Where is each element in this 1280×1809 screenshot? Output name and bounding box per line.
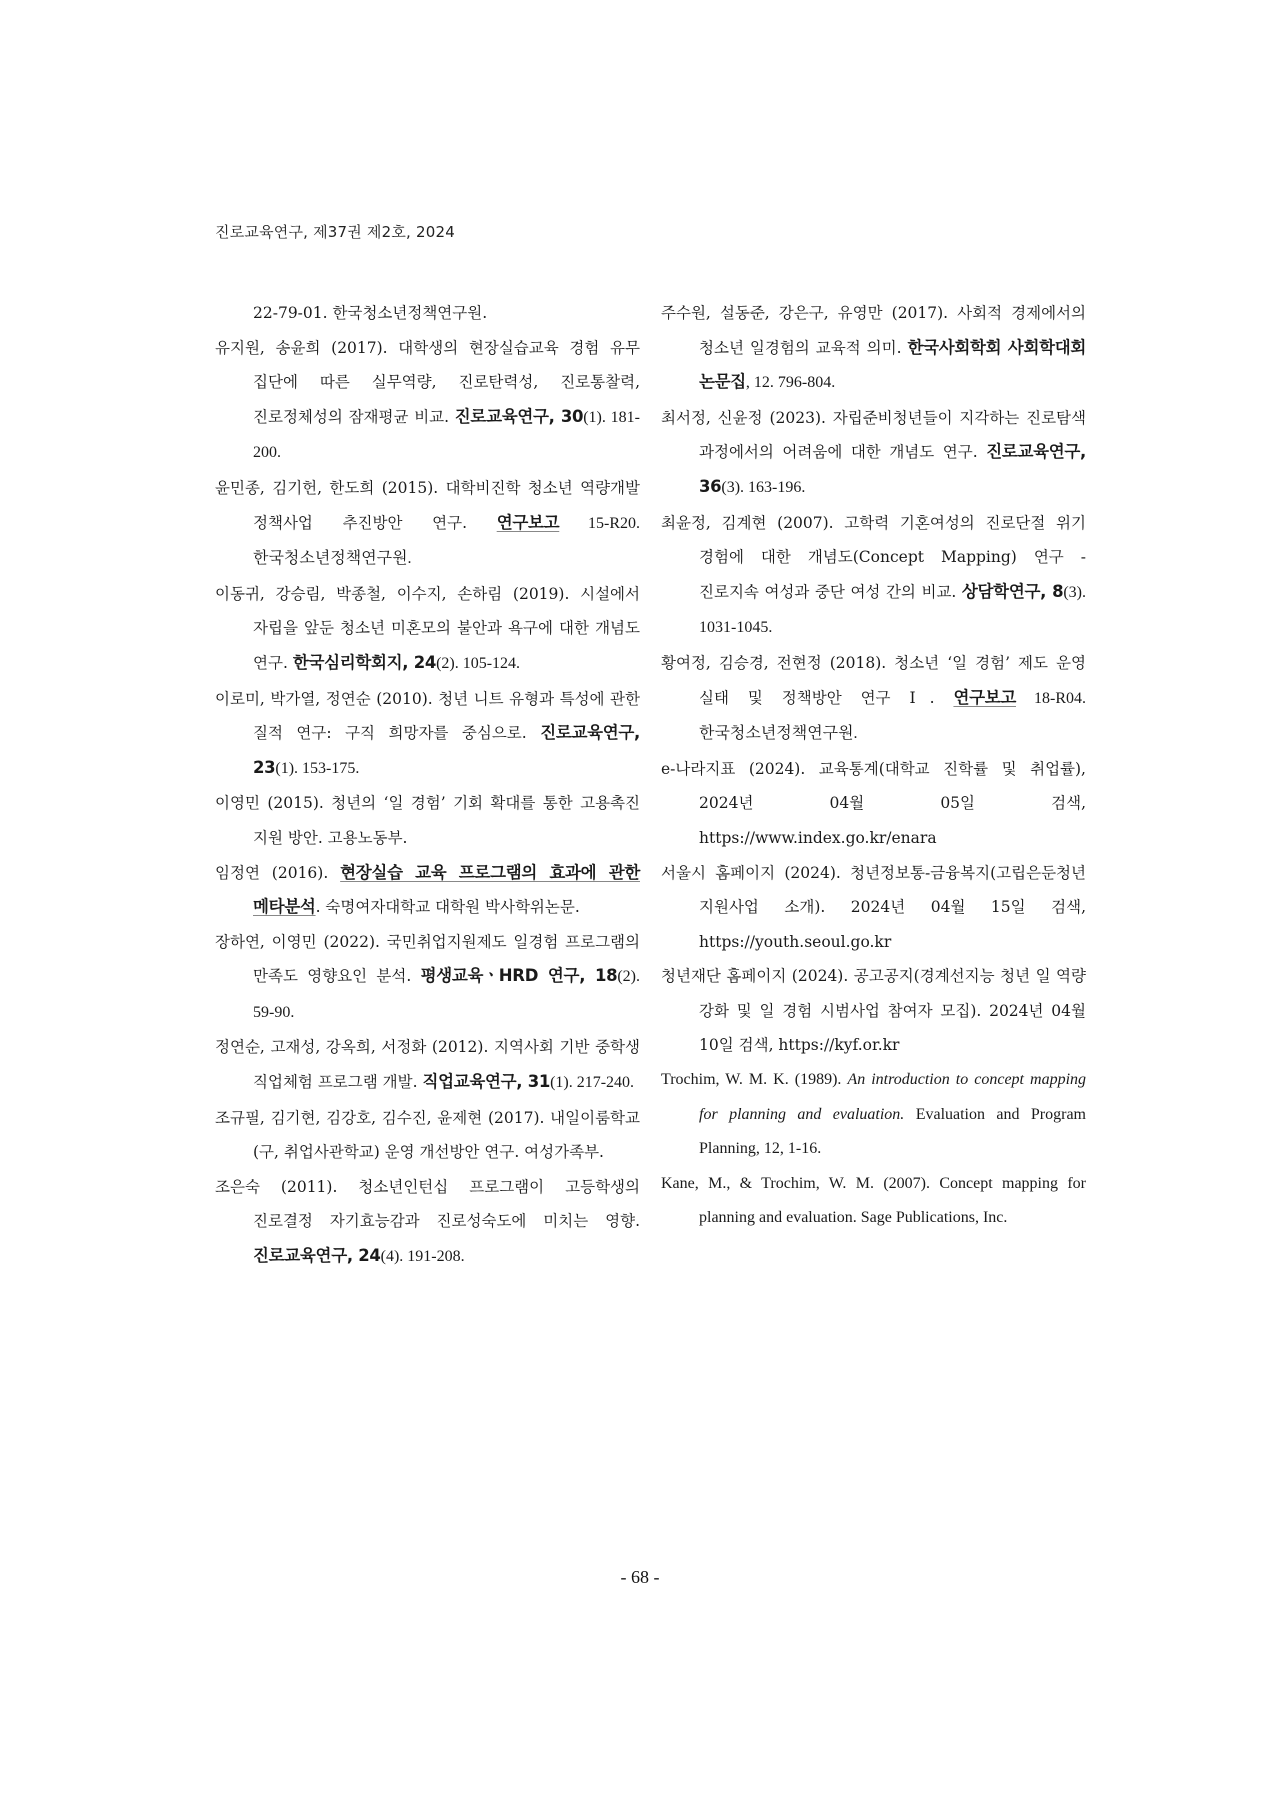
reference-entry <box>661 506 1086 646</box>
reference-pages: (1). 153-175. <box>275 759 360 777</box>
reference-source: 진로교육연구, 24 <box>253 1246 381 1266</box>
reference-text: 윤민종, 김기헌, 한도희 (2015). 대학비진학 청소년 역량개발 정책사업 추진방안 연구. <box>215 478 640 532</box>
reference-text: 주수원, 설동준, 강은구, 유영만 (2017). 사회적 경제에서의 청소년 일경험의 교육적 의미. <box>661 304 1086 357</box>
reference-pages: (4). 191-208. <box>380 1248 465 1266</box>
reference-pages: (1). 181-200. <box>253 408 641 462</box>
reference-text: 유지원, 송윤희 (2017). 대학생의 현장실습교육 경험 유무 집단에 따른 실무역량, 진로탄력성, 진로통찰력, 진로정체성의 잠재평균 비교. <box>215 338 640 426</box>
reference-pages: . 숙명여자대학교 대학원 박사학위논문. <box>315 898 580 917</box>
running-header: 진로교육연구, 제37권 제2호, 2024 <box>215 223 455 241</box>
reference-pages: (3). 1031-1045. <box>699 583 1086 637</box>
reference-continuation: 22-79-01. 한국청소년정책연구원. <box>253 304 488 322</box>
reference-text: 서울시 홈페이지 (2024). 청년정보통-금융복지(고립은둔청년 지원사업 소개). 2024년 04월 15일 검색, https://youth.seoul.go.kr <box>661 863 1086 951</box>
reference-pages: (2). 59-90. <box>253 968 640 1021</box>
reference-entry <box>661 1063 1086 1167</box>
reference-pages: (2). 105-124. <box>436 654 521 672</box>
reference-text: 이영민 (2015). 청년의 ‘일 경험’ 기회 확대를 통한 고용촉진 지원 방안. 고용노동부. <box>215 794 640 847</box>
reference-text: 황여정, 김승경, 전현정 (2018). 청소년 ‘일 경험’ 제도 운영 실태 및 정책방안 연구 Ⅰ. <box>661 653 1086 707</box>
reference-text: 조규필, 김기현, 김강호, 김수진, 윤제현 (2017). 내일이룸학교(구, 취업사관학교) 운영 개선방안 연구. 여성가족부. <box>215 1108 640 1162</box>
reference-entry <box>215 577 640 682</box>
reference-source: 현장실습 교육 프로그램의 효과에 관한 메타분석 <box>253 862 640 917</box>
reference-entry <box>215 925 640 1031</box>
reference-entry <box>215 1030 640 1100</box>
reference-source: 진로교육연구, 23 <box>253 723 640 777</box>
reference-entry <box>661 646 1086 752</box>
reference-entry <box>215 471 640 577</box>
reference-entry <box>215 331 640 471</box>
reference-title: An introduction to concept mapping for planning and evaluation. <box>699 1071 1087 1123</box>
reference-entry <box>661 752 1086 856</box>
reference-pages: (3). 163-196. <box>721 478 806 496</box>
reference-entry <box>661 856 1086 960</box>
reference-source: 한국심리학회지, 24 <box>292 652 437 672</box>
reference-entry <box>215 682 640 787</box>
reference-source: 한국사회학회 사회학대회 논문집 <box>699 337 1086 392</box>
reference-pages: Evaluation and Program Planning, 12, 1-16. <box>699 1105 1087 1158</box>
references-right-column <box>661 296 1086 1236</box>
reference-text: 이동귀, 강승림, 박종철, 이수지, 손하림 (2019). 시설에서 자립을 앞둔 청소년 미혼모의 불안과 욕구에 대한 개념도 연구. <box>215 584 640 672</box>
reference-pages: , 12. 796-804. <box>745 374 836 392</box>
reference-pages: (1). 217-240. <box>550 1074 635 1092</box>
page-number: - 68 - <box>620 1567 660 1587</box>
reference-entry <box>661 1167 1086 1236</box>
reference-source: 직업교육연구, 31 <box>422 1072 551 1092</box>
reference-text: 장하연, 이영민 (2022). 국민취업지원제도 일경험 프로그램의 만족도 영향요인 분석. <box>215 932 640 986</box>
reference-entry <box>215 786 640 855</box>
reference-entry <box>215 1170 640 1275</box>
reference-pages: 18-R04. 한국청소년정책연구원. <box>699 689 1086 743</box>
reference-text: 이로미, 박가열, 정연순 (2010). 청년 니트 유형과 특성에 관한 질적 연구: 구직 희망자를 중심으로. <box>215 689 640 743</box>
reference-entry <box>661 401 1086 506</box>
reference-text: 임정연 (2016). <box>215 863 341 882</box>
reference-pages: 15-R20. 한국청소년정책연구원. <box>253 514 640 568</box>
reference-source: 평생교육ㆍHRD 연구, 18 <box>420 966 618 986</box>
reference-source: 상담학연구, 8 <box>961 581 1064 601</box>
reference-text: 청년재단 홈페이지 (2024). 공고공지(경계선지능 청년 일 역량 강화 및 일 경험 시범사업 참여자 모집). 2024년 04월 10일 검색, https://kyf.or.kr <box>661 967 1086 1055</box>
reference-source: 연구보고 <box>496 512 560 532</box>
reference-text: Kane, M., & Trochim, W. M. (2007). Concept mapping for planning and evaluation. Sage Publications, Inc. <box>661 1174 1086 1227</box>
reference-source: 진로교육연구, 30 <box>454 406 584 426</box>
reference-entry <box>215 1101 640 1170</box>
reference-text: Trochim, W. M. K. (1989). <box>661 1071 848 1089</box>
reference-text: 최서정, 신윤정 (2023). 자립준비청년들이 지각하는 진로탐색 과정에서의 어려움에 대한 개념도 연구. <box>661 408 1086 462</box>
reference-text: e-나라지표 (2024). 교육통계(대학교 진학률 및 취업률), 2024년 04월 05일 검색, https://www.index.go.kr/enara <box>661 759 1086 847</box>
reference-source: 진로교육연구, 36 <box>699 442 1086 496</box>
references-left-column <box>215 296 640 1275</box>
reference-entry <box>661 959 1086 1063</box>
reference-text: 최윤정, 김계현 (2007). 고학력 기혼여성의 진로단절 위기 경험에 대한 개념도(Concept Mapping) 연구 - 진로지속 여성과 중단 여성 간의 비교. <box>661 513 1086 601</box>
reference-entry <box>215 856 640 925</box>
reference-text: 정연순, 고재성, 강옥희, 서정화 (2012). 지역사회 기반 중학생 직업체험 프로그램 개발. <box>215 1038 640 1092</box>
reference-source: 연구보고 <box>953 687 1016 707</box>
reference-entry <box>661 296 1086 401</box>
reference-text: 조은숙 (2011). 청소년인턴십 프로그램이 고등학생의 진로결정 자기효능감과 진로성숙도에 미치는 영향. <box>215 1177 640 1231</box>
